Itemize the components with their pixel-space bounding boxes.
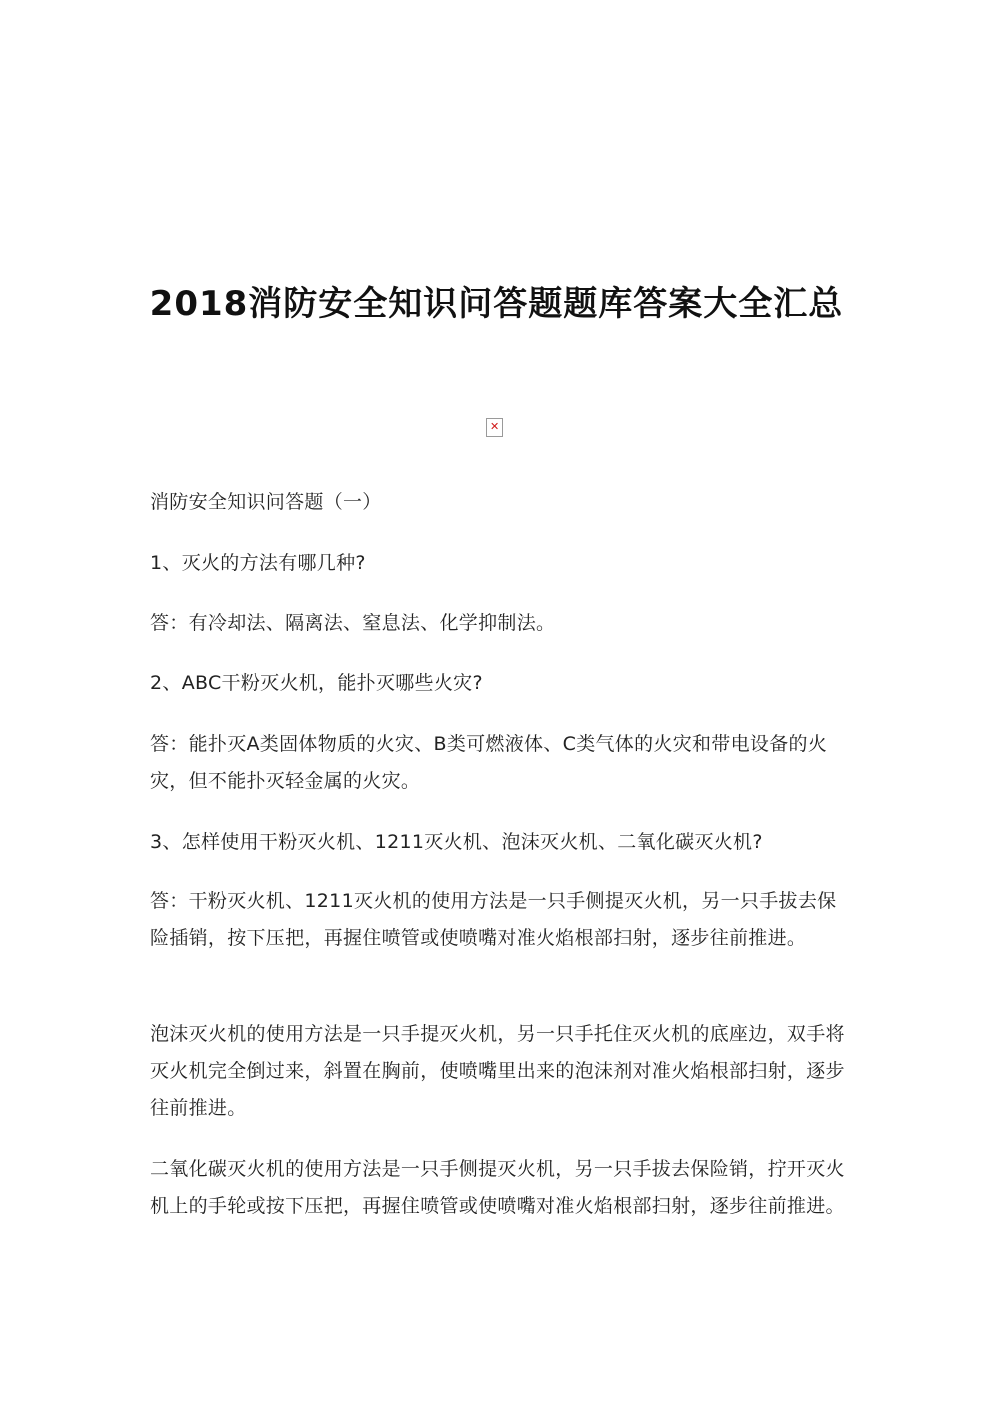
question-1: 1、灭火的方法有哪几种?: [150, 552, 366, 574]
answer-3: 答：干粉灭火机、1211灭火机的使用方法是一只手侧提灭火机，另一只手拔去保险插销，按下压把，再握住喷管或使喷嘴对准火焰根部扫射，逐步往前推进。: [150, 890, 837, 949]
answer-1: 答：有冷却法、隔离法、窒息法、化学抑制法。: [150, 612, 556, 634]
broken-image-icon: ✕: [486, 418, 503, 437]
document-title: 2018消防安全知识问答题题库答案大全汇总: [149, 284, 844, 324]
question-2: 2、ABC干粉灭火机，能扑灭哪些火灾?: [150, 672, 483, 694]
question-3: 3、怎样使用干粉灭火机、1211灭火机、泡沫灭火机、二氧化碳灭火机?: [150, 831, 763, 853]
answer-2: 答：能扑灭A类固体物质的火灾、B类可燃液体、C类气体的火灾和带电设备的火灾，但不能扑灭轻金属的火灾。: [150, 733, 828, 792]
answer-3-co2: 二氧化碳灭火机的使用方法是一只手侧提灭火机，另一只手拔去保险销，拧开灭火机上的手轮或按下压把，再握住喷管或使喷嘴对准火焰根部扫射，逐步往前推进。: [150, 1158, 845, 1217]
section-heading: 消防安全知识问答题（一）: [150, 491, 382, 513]
answer-3-foam: 泡沫灭火机的使用方法是一只手提灭火机，另一只手托住灭火机的底座边，双手将灭火机完全倒过来，斜置在胸前，使喷嘴里出来的泡沫剂对准火焰根部扫射，逐步往前推进。: [150, 1023, 845, 1119]
